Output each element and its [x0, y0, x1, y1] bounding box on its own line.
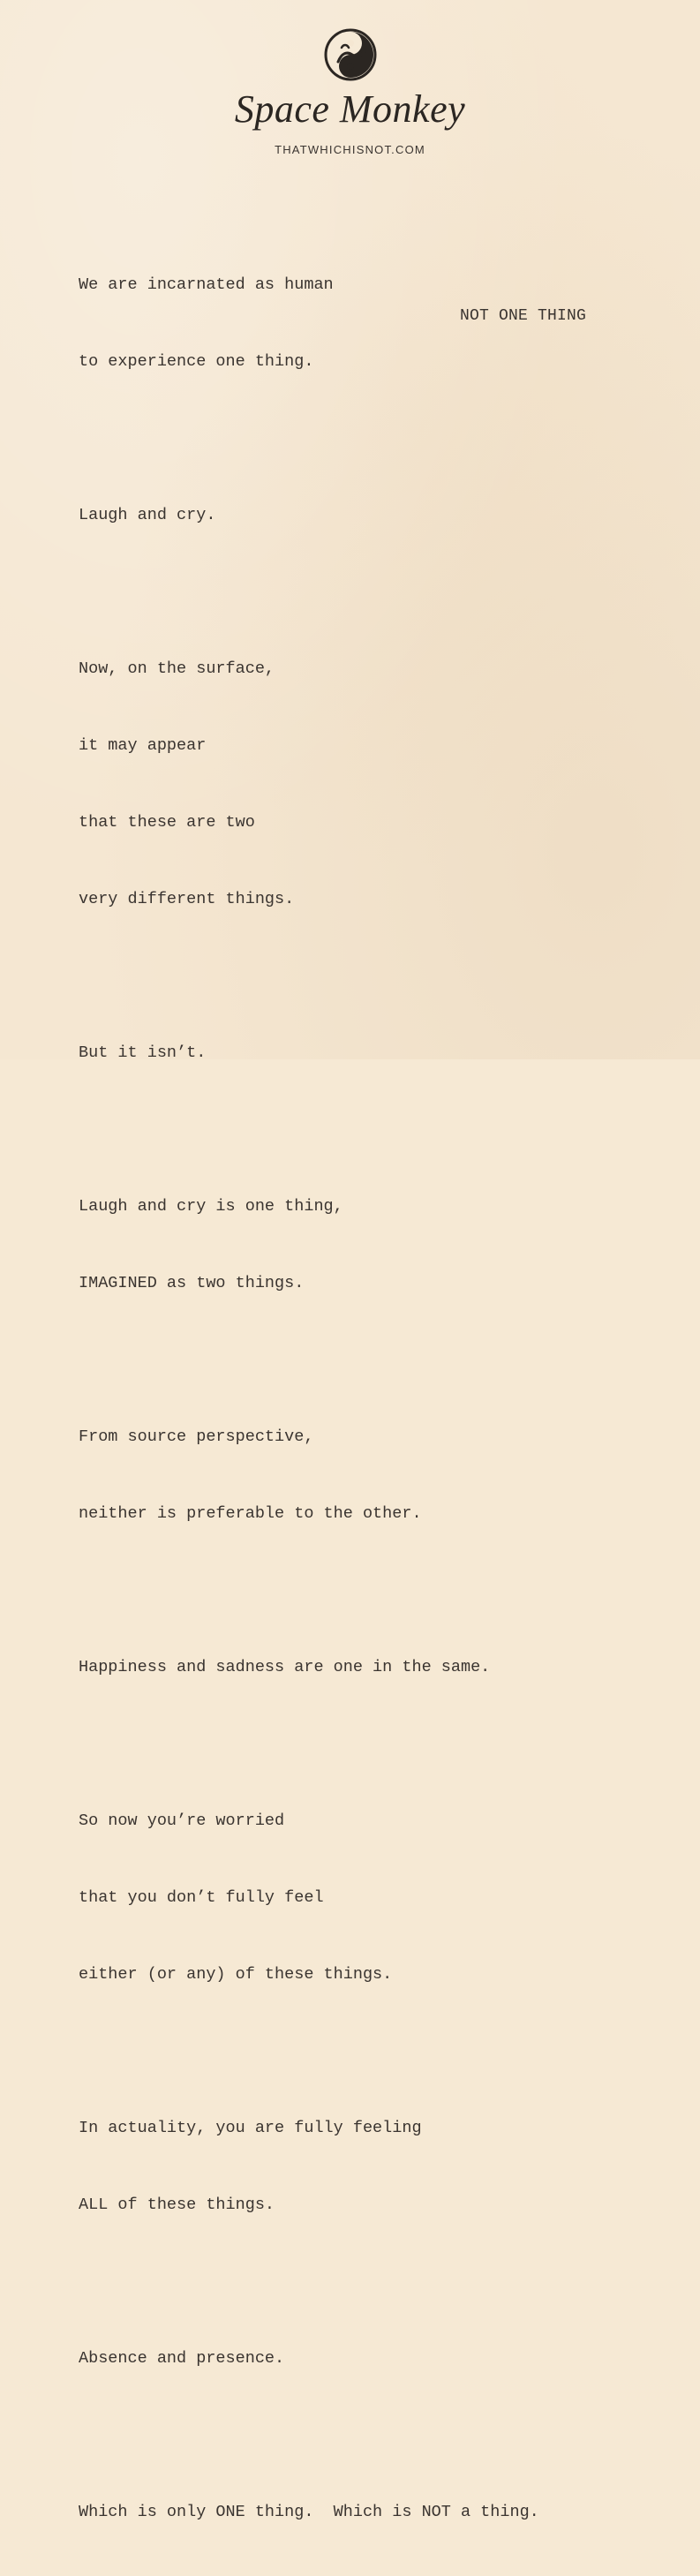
- poem-line: either (or any) of these things.: [79, 1965, 393, 1984]
- stanza-9: [79, 2064, 626, 2269]
- poem-line: Which is only ONE thing. Which is NOT a thing.: [79, 2503, 539, 2521]
- poem-line: So now you’re worried: [79, 1811, 285, 1830]
- stanza-11: [79, 2448, 626, 2576]
- stanza-8: [79, 1757, 626, 2038]
- poem-line: Laugh and cry is one thing,: [79, 1197, 343, 1216]
- poem-line: very different things.: [79, 890, 295, 908]
- stanza-1: [79, 221, 626, 426]
- poem-line: We are incarnated as human: [79, 275, 334, 294]
- poem-line: that you don’t fully feel: [79, 1888, 324, 1907]
- poem-line: ALL of these things.: [79, 2196, 275, 2214]
- brand-name: Space Monkey: [234, 87, 466, 131]
- header: [0, 26, 700, 156]
- poem-line: From source perspective,: [79, 1427, 314, 1446]
- poem-body: [79, 221, 626, 2576]
- poem-line: Happiness and sadness are one in the same.: [79, 1658, 491, 1676]
- poem-line: Now, on the surface,: [79, 659, 275, 678]
- space-monkey-yin-yang-logo-icon: [322, 26, 379, 83]
- poem-line: Laugh and cry.: [79, 506, 216, 524]
- stanza-10: [79, 2294, 626, 2422]
- stanza-6: [79, 1373, 626, 1578]
- poem-line: But it isn’t.: [79, 1043, 207, 1062]
- poem-line: In actuality, you are fully feeling: [79, 2119, 422, 2137]
- poem-line: neither is preferable to the other.: [79, 1504, 422, 1523]
- site-url: THATWHICHISNOT.COM: [275, 143, 425, 156]
- poem-line: Absence and presence.: [79, 2349, 285, 2368]
- stanza-4: [79, 989, 626, 1117]
- stanza-5: [79, 1142, 626, 1347]
- stanza-2: [79, 451, 626, 579]
- poem-line: to experience one thing.: [79, 352, 314, 371]
- stanza-7: [79, 1603, 626, 1731]
- poem-line: it may appear: [79, 736, 207, 755]
- poem-title: NOT ONE THING: [460, 307, 587, 325]
- poem-line: IMAGINED as two things.: [79, 1274, 305, 1292]
- poem-line: that these are two: [79, 813, 255, 832]
- stanza-3: [79, 605, 626, 963]
